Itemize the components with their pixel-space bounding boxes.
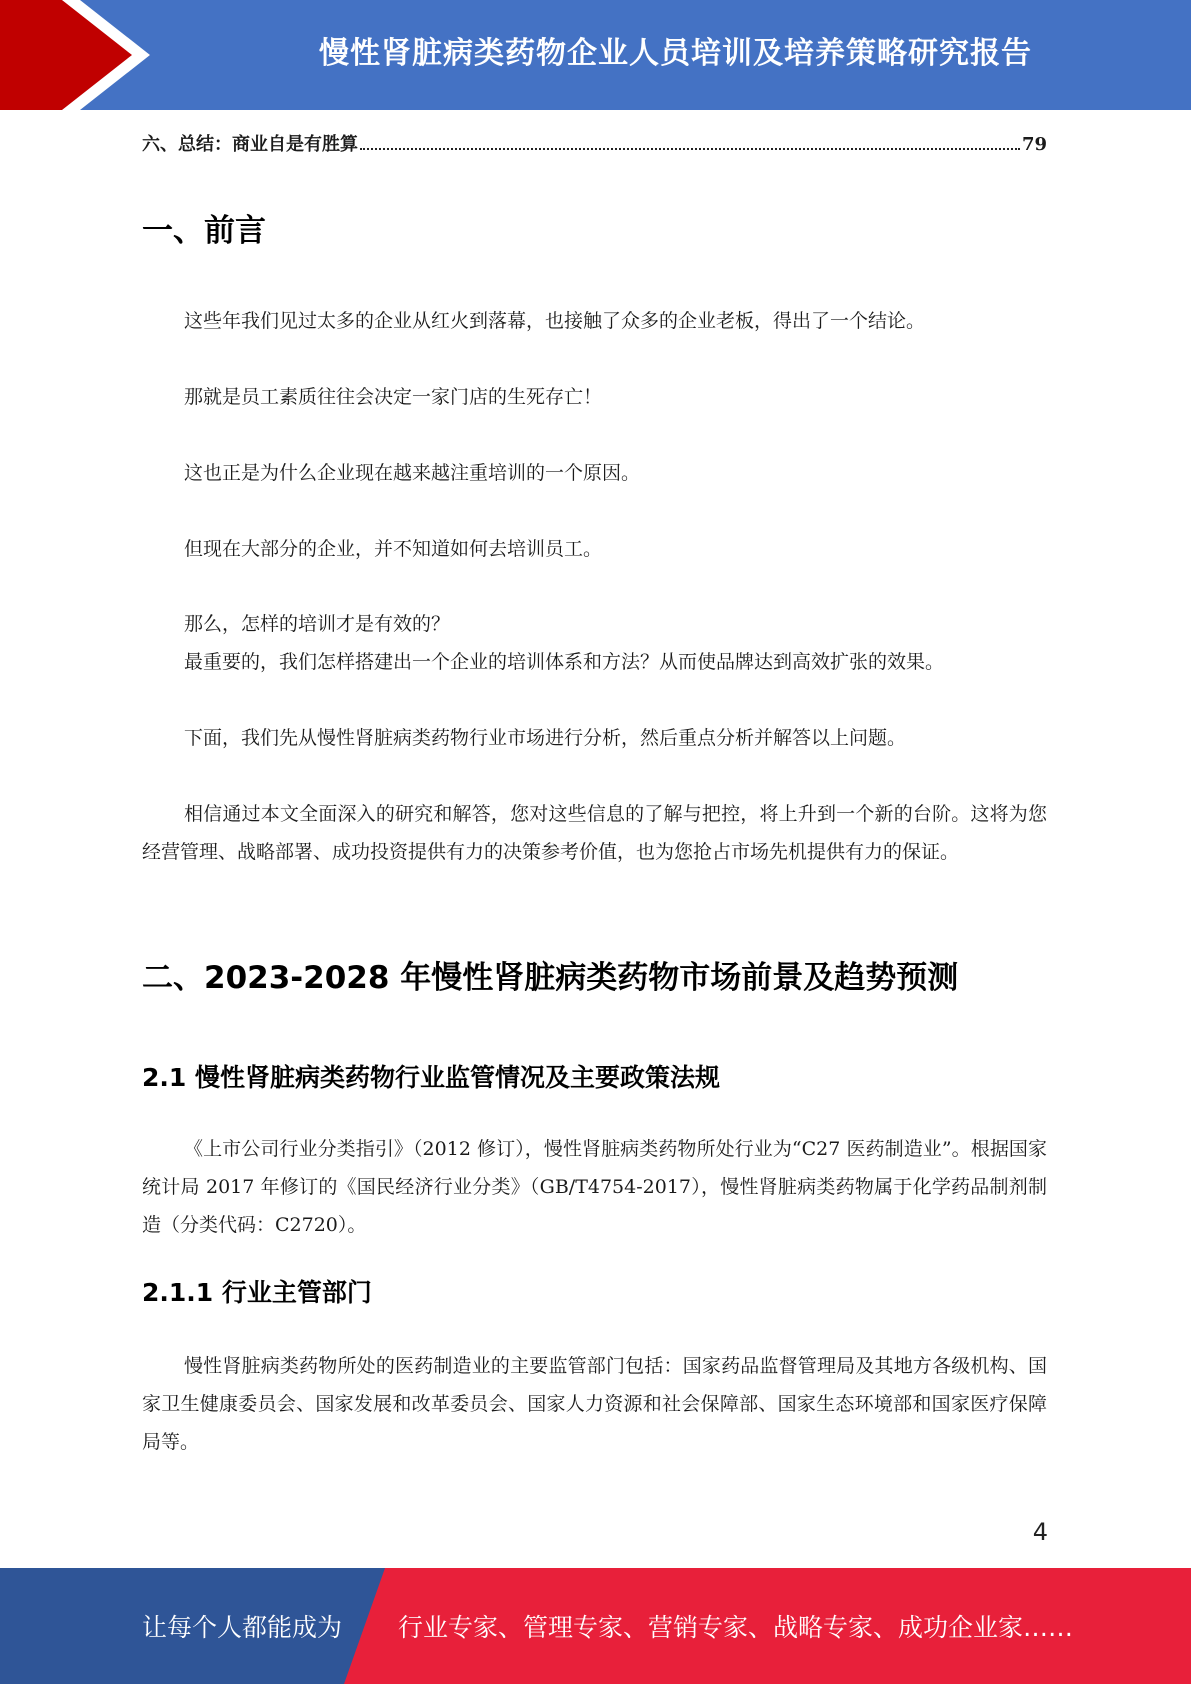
subsection-2-1-heading: 2.1 慢性肾脏病类药物行业监管情况及主要政策法规 — [142, 1063, 720, 1092]
paragraph: 《上市公司行业分类指引》（2012 修订），慢性肾脏病类药物所处行业为“C27 医药制造业”。根据国家统计局 2017 年修订的《国民经济行业分类》（GB/T4754-2017），慢性肾脏病类药物属于化学药品制剂制造（分类代码：C2720）。 — [142, 1138, 1047, 1236]
page-header — [0, 0, 1191, 110]
toc-entry[interactable] — [142, 130, 1047, 158]
header-arrow-graphic — [0, 0, 160, 110]
toc-entry-page: 79 — [1021, 134, 1047, 155]
page-number: 4 — [1032, 1518, 1048, 1546]
paragraph: 相信通过本文全面深入的研究和解答，您对这些信息的了解与把控，将上升到一个新的台阶。这将为您经营管理、战略部署、成功投资提供有力的决策参考价值，也为您抢占市场先机提供有力的保证。 — [142, 803, 1047, 863]
paragraph: 那就是员工素质往往会决定一家门店的生死存亡！ — [184, 386, 603, 408]
paragraph: 慢性肾脏病类药物所处的医药制造业的主要监管部门包括：国家药品监督管理局及其地方各级机构、国家卫生健康委员会、国家发展和改革委员会、国家人力资源和社会保障部、国家生态环境部和国家医疗保障局等。 — [142, 1355, 1047, 1453]
section-1-heading: 一、前言 — [142, 213, 266, 249]
toc-entry-label: 六、总结：商业自是有胜算 — [142, 134, 358, 155]
footer-slogan-left: 让每个人都能成为 — [142, 1613, 343, 1642]
section-2-heading: 二、2023-2028 年慢性肾脏病类药物市场前景及趋势预测 — [142, 960, 959, 996]
footer-slogan-right: 行业专家、管理专家、营销专家、战略专家、成功企业家…… — [398, 1613, 1074, 1642]
subsection-2-1-1-heading: 2.1.1 行业主管部门 — [142, 1278, 372, 1307]
paragraph: 这也正是为什么企业现在越来越注重培训的一个原因。 — [184, 462, 641, 484]
paragraph: 那么，怎样的培训才是有效的？ — [184, 613, 451, 635]
page-footer — [0, 1568, 1191, 1684]
toc-leader-dots — [360, 148, 1020, 150]
paragraph: 这些年我们见过太多的企业从红火到落幕，也接触了众多的企业老板，得出了一个结论。 — [184, 310, 926, 332]
paragraph: 下面，我们先从慢性肾脏病类药物行业市场进行分析，然后重点分析并解答以上问题。 — [184, 727, 907, 749]
paragraph: 但现在大部分的企业，并不知道如何去培训员工。 — [184, 538, 603, 560]
header-title: 慢性肾脏病类药物企业人员培训及培养策略研究报告 — [319, 36, 1032, 71]
paragraph: 最重要的，我们怎样搭建出一个企业的培训体系和方法？从而使品牌达到高效扩张的效果。 — [184, 651, 945, 673]
